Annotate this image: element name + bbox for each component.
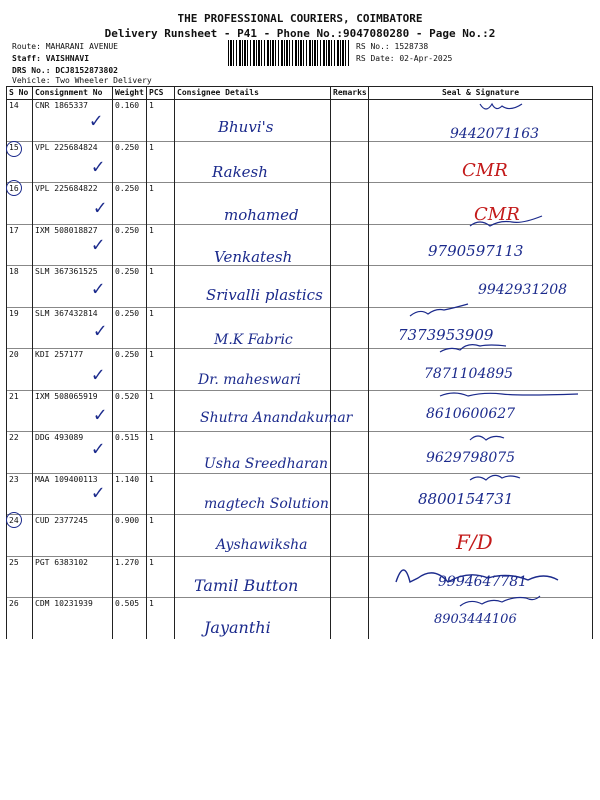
runsheet-title: Delivery Runsheet - P41 - Phone No.:9047080280 - Page No.:2: [104, 27, 496, 40]
pcs: 1: [147, 349, 175, 391]
sno: 22: [7, 432, 33, 474]
signature-stamp: CMR: [474, 204, 520, 225]
col-header-signature: Seal & Signature: [369, 87, 593, 100]
sno: 20: [7, 349, 33, 391]
signature-handwriting: 9790597113: [428, 242, 524, 260]
pcs: 1: [147, 266, 175, 308]
signature-handwriting: 8800154731: [418, 490, 514, 508]
signature-handwriting: 7871104895: [424, 366, 514, 382]
pcs: 1: [147, 515, 175, 557]
signature-handwriting: 7373953909: [398, 326, 494, 344]
consignee-handwriting: Shutra Anandakumar: [200, 410, 353, 426]
route-label: Route: MAHARANI AVENUE: [12, 42, 118, 51]
signature-handwriting: 8903444106: [434, 612, 517, 627]
weight: 0.900: [113, 515, 147, 557]
check-icon: ✓: [92, 154, 105, 178]
col-header-remarks: Remarks: [331, 87, 369, 100]
signature-handwriting: 9994647781: [438, 574, 528, 590]
signature-handwriting: 9442071163: [450, 126, 540, 142]
sno: 17: [7, 224, 33, 266]
consignment-no: VPL 225684824: [33, 141, 113, 183]
consignment-no: CDM 10231939: [33, 598, 113, 639]
pcs: 1: [147, 224, 175, 266]
consignment-no: CUD 2377245: [33, 515, 113, 557]
check-icon: ✓: [92, 276, 105, 300]
consignee-handwriting: M.K Fabric: [214, 332, 293, 348]
pcs: 1: [147, 141, 175, 183]
sno: 23: [7, 473, 33, 515]
pcs: 1: [147, 556, 175, 598]
pcs: 1: [147, 473, 175, 515]
weight: 1.140: [113, 473, 147, 515]
rs-number: RS No.: 1528738: [356, 42, 429, 51]
pcs: 1: [147, 307, 175, 349]
consignment-no: IXM 508065919: [33, 390, 113, 432]
consignee-handwriting: Venkatesh: [214, 248, 293, 266]
consignment-no: MAA 109400113: [33, 473, 113, 515]
pcs: 1: [147, 100, 175, 142]
weight: 0.250: [113, 349, 147, 391]
drs-number: DRS No.: DCJ8152873802: [12, 66, 118, 75]
signature-stamp: CMR: [462, 160, 508, 181]
company-name: THE PROFESSIONAL COURIERS, COIMBATORE: [177, 12, 423, 25]
check-icon: ✓: [92, 232, 105, 256]
consignment-no: DDG 493089: [33, 432, 113, 474]
vehicle-label: Vehicle: Two Wheeler Delivery: [12, 76, 152, 85]
weight: 0.250: [113, 266, 147, 308]
check-icon: ✓: [94, 318, 107, 342]
check-icon: ✓: [90, 108, 103, 132]
col-header-consignee: Consignee Details: [175, 87, 331, 100]
sno: 14: [7, 100, 33, 142]
pcs: 1: [147, 390, 175, 432]
signature-stamp: F/D: [456, 530, 493, 554]
weight: 0.160: [113, 100, 147, 142]
consignee-handwriting: Rakesh: [212, 163, 268, 181]
rs-date: RS Date: 02-Apr-2025: [356, 54, 453, 63]
sno: 18: [7, 266, 33, 308]
weight: 0.250: [113, 141, 147, 183]
consignee-handwriting: mohamed: [224, 206, 299, 224]
sno: 19: [7, 307, 33, 349]
weight: 0.250: [113, 183, 147, 225]
consignee-handwriting: Usha Sreedharan: [204, 456, 329, 472]
consignment-no: VPL 225684822: [33, 183, 113, 225]
pcs: 1: [147, 432, 175, 474]
col-header-sno: S No: [7, 87, 33, 100]
consignee-handwriting: magtech Solution: [204, 496, 329, 512]
weight: 1.270: [113, 556, 147, 598]
consignee-handwriting: Jayanthi: [204, 618, 271, 637]
check-icon: ✓: [92, 436, 105, 460]
weight: 0.515: [113, 432, 147, 474]
sno: 21: [7, 390, 33, 432]
signature-handwriting: 9629798075: [426, 450, 516, 466]
consignment-no: IXM 508018827: [33, 224, 113, 266]
signature-handwriting: 8610600627: [426, 406, 516, 422]
consignee-handwriting: Srivalli plastics: [206, 286, 323, 304]
staff-label: Staff: VAISHNAVI: [12, 54, 90, 63]
pcs: 1: [147, 183, 175, 225]
consignee-handwriting: Tamil Button: [194, 576, 299, 595]
check-icon: ✓: [94, 402, 107, 426]
col-header-consignment: Consignment No: [33, 87, 113, 100]
sno: 24: [7, 515, 33, 557]
sno: 25: [7, 556, 33, 598]
check-icon: ✓: [92, 362, 105, 386]
consignment-no: SLM 367432814: [33, 307, 113, 349]
col-header-weight: Weight: [113, 87, 147, 100]
consignment-no: SLM 367361525: [33, 266, 113, 308]
weight: 0.250: [113, 307, 147, 349]
consignee-handwriting: Bhuvi's: [218, 118, 274, 136]
weight: 0.520: [113, 390, 147, 432]
sno: 26: [7, 598, 33, 639]
consignment-no: CNR 1865337: [33, 100, 113, 142]
sno: 15: [7, 141, 33, 183]
pcs: 1: [147, 598, 175, 639]
weight: 0.505: [113, 598, 147, 639]
weight: 0.250: [113, 224, 147, 266]
sno: 16: [7, 183, 33, 225]
consignment-no: PGT 6383102: [33, 556, 113, 598]
check-icon: ✓: [94, 195, 107, 219]
consignee-handwriting: Dr. maheswari: [198, 372, 301, 388]
col-header-pcs: PCS: [147, 87, 175, 100]
consignee-handwriting: Ayshawiksha: [216, 537, 308, 553]
check-icon: ✓: [92, 480, 105, 504]
signature-handwriting: 9942931208: [478, 282, 568, 298]
consignment-no: KDI 257177: [33, 349, 113, 391]
